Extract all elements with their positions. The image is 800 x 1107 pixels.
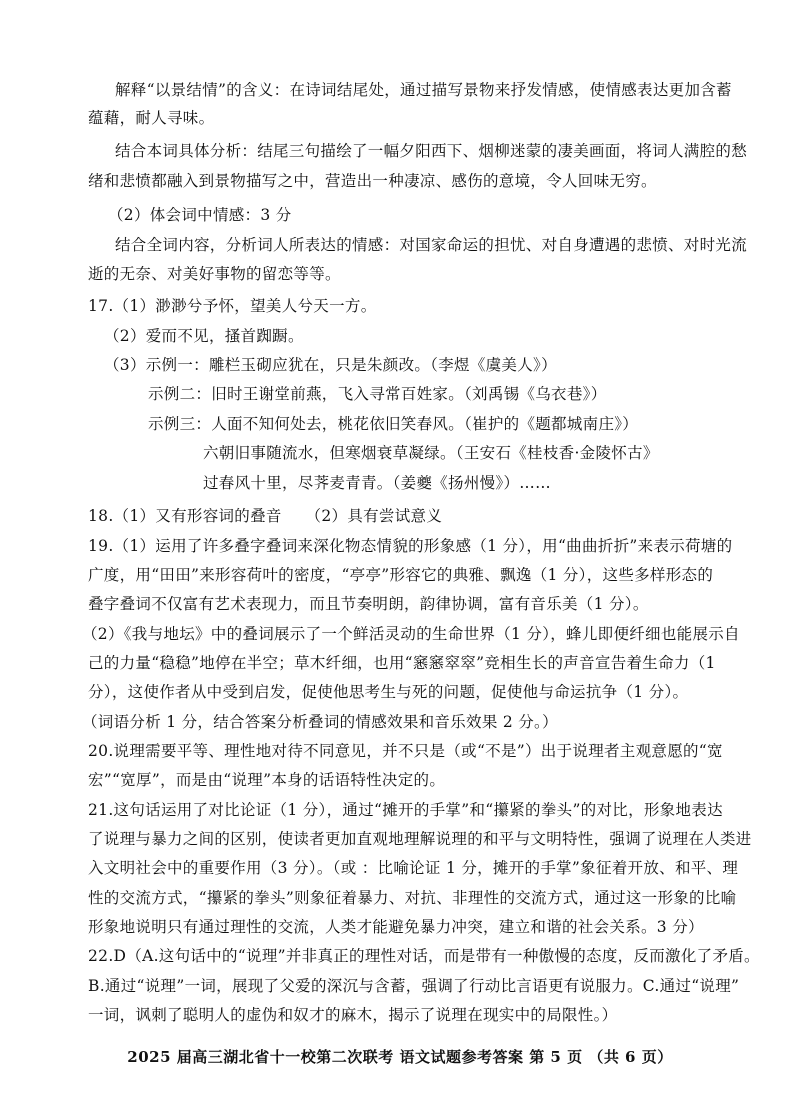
text-line: 叠字叠词不仅富有艺术表现力，而且节奏明朗，韵律协调，富有音乐美（1 分）。: [88, 595, 649, 613]
text-line: 22.D（A.这句话中的“说理”并非真正的理性对话，而是带有一种傲慢的态度，反而激化了矛盾。: [88, 947, 760, 965]
text-line: 六朝旧事随流水，但寒烟衰草凝绿。（王安石《桂枝香·金陵怀古》: [203, 444, 659, 462]
text-line: 20.说理需要平等、理性地对待不同意见，并不只是（或“不是”）出于说理者主观意愿的“宽: [88, 742, 723, 760]
page-footer: 2025 届高三湖北省十一校第二次联考 语文试题参考答案 第 5 页 （共 6 页）: [127, 1048, 673, 1066]
text-line: 17.（1）渺渺兮予怀，望美人兮天一方。: [88, 297, 377, 315]
text-line: 绪和悲愤都融入到景物描写之中，营造出一种凄凉、感伤的意境，令人回味无穷。: [88, 172, 657, 190]
text-line: 形象地说明只有通过理性的交流，人类才能避免暴力冲突，建立和谐的社会关系。3 分）: [88, 918, 704, 936]
text-line: 18.（1）又有形容词的叠音 （2）具有尝试意义: [88, 507, 443, 525]
text-line: （词语分析 1 分，结合答案分析叠词的情感效果和音乐效果 2 分。）: [82, 713, 558, 731]
text-line: （2）体会词中情感：3 分: [108, 206, 292, 224]
text-line: 入文明社会中的重要作用（3 分）。（或 ：比喻论证 1 分，摊开的手掌”象征着开放、和平、理: [88, 859, 739, 877]
text-line: 己的力量“稳稳”地停在半空；草木纤细，也用“窸窸窣窣”竞相生长的声音宣告着生命力（1: [88, 654, 716, 672]
text-line: 逝的无奈、对美好事物的留恋等等。: [88, 265, 341, 283]
text-line: 示例二：旧时王谢堂前燕，飞入寻常百姓家。（刘禹锡《乌衣巷》）: [148, 385, 607, 403]
text-line: 蕴藉，耐人寻味。: [88, 109, 215, 127]
text-line: 19.（1）运用了许多叠字叠词来深化物态情貌的形象感（1 分），用“曲曲折折”来表示荷塘的: [88, 537, 733, 555]
text-line: B.通过“说理”一词，展现了父爱的深沉与含蓄，强调了行动比言语更有说服力。C.通过“说理”: [88, 977, 740, 995]
text-line: （2）爱而不见，搔首踟蹰。: [104, 327, 304, 345]
text-line: （3）示例一：雕栏玉砌应犹在，只是朱颜改。（李煜《虞美人》）: [104, 356, 557, 374]
text-line: （2）《我与地坛》中的叠词展示了一个鲜活灵动的生命世界（1 分），蜂儿即便纤细也能展示自: [82, 625, 740, 643]
text-line: 结合本词具体分析：结尾三句描绘了一幅夕阳西下、烟柳迷蒙的凄美画面，将词人满腔的愁: [115, 142, 748, 160]
text-line: 分），这使作者从中受到启发，促使他思考生与死的问题，促使他与命运抗争（1 分）。: [88, 683, 689, 701]
text-line: 广度，用“田田”来形容荷叶的密度，“亭亭”形容它的典雅、飘逸（1 分），这些多样形态的: [88, 566, 714, 584]
text-line: 了说理与暴力之间的区别，使读者更加直观地理解说理的和平与文明特性，强调了说理在人类进: [88, 830, 752, 848]
text-line: 宏”“宽厚”，而是由“说理”本身的话语特性决定的。: [88, 771, 446, 789]
text-line: 结合全词内容，分析词人所表达的情感：对国家命运的担忧、对自身遭遇的悲愤、对时光流: [115, 236, 748, 254]
text-line: 一词，讽刺了聪明人的虚伪和奴才的麻木，揭示了说理在现实中的局限性。）: [88, 1006, 618, 1024]
text-line: 性的交流方式，“攥紧的拳头”则象征着暴力、对抗、非理性的交流方式，通过这一形象的比喻: [88, 889, 737, 907]
text-line: 过春风十里，尽荠麦青青。（姜夔《扬州慢》）……: [203, 474, 551, 492]
text-line: 解释“以景结情”的含义：在诗词结尾处，通过描写景物来抒发情感，使情感表达更加含蓄: [115, 81, 732, 99]
text-line: 21.这句话运用了对比论证（1 分），通过“摊开的手掌”和“攥紧的拳头”的对比，形象地表达: [88, 801, 723, 819]
text-line: 示例三：人面不知何处去，桃花依旧笑春风。（崔护的《题都城南庄》）: [148, 415, 639, 433]
